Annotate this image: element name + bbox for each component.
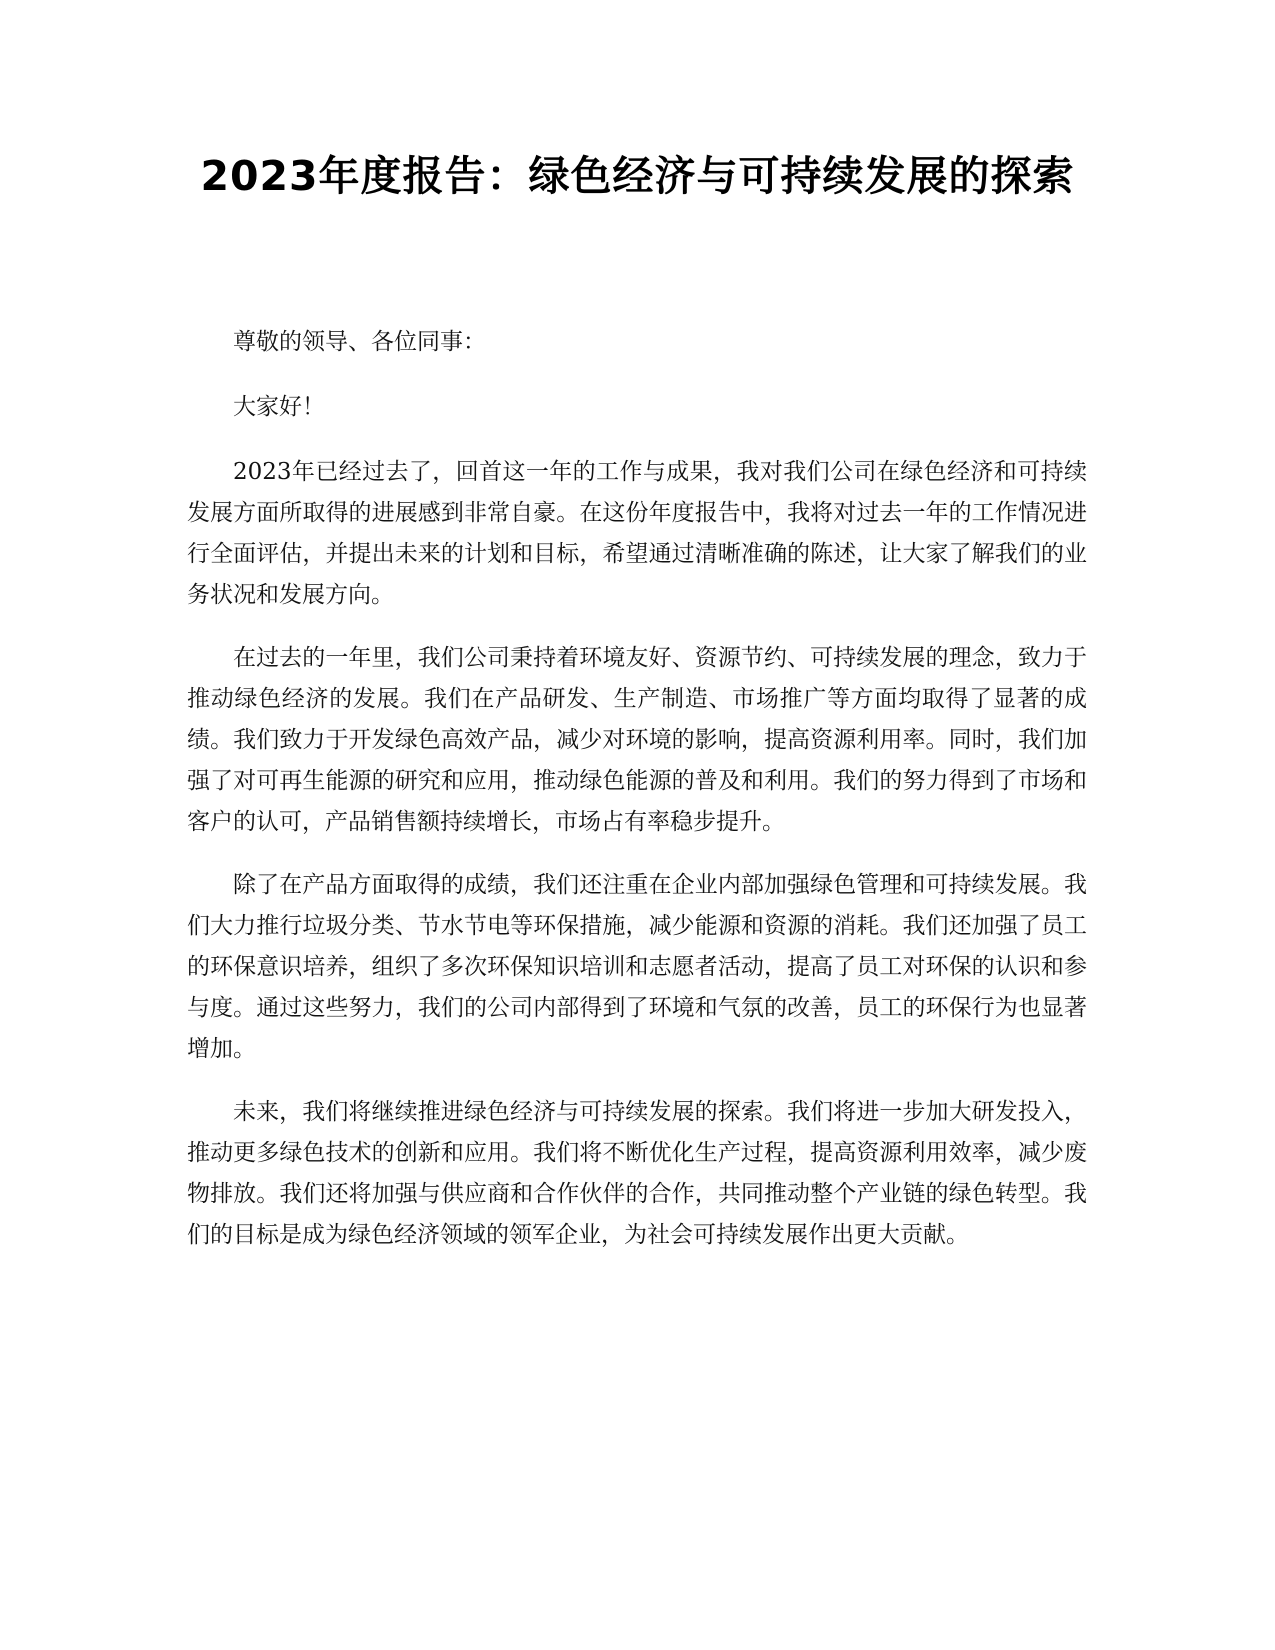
greeting: 大家好！ (233, 394, 325, 420)
salutation: 尊敬的领导、各位同事： (233, 329, 486, 355)
document-body (187, 322, 1087, 1278)
paragraph-achievements: 在过去的一年里，我们公司秉持着环境友好、资源节约、可持续发展的理念，致力于推动绿色经济的发展。我们在产品研发、生产制造、市场推广等方面均取得了显著的成绩。我们致力于开发绿色高效产品，减少对环境的影响，提高资源利用率。同时，我们加强了对可再生能源的研究和应用，推动绿色能源的普及和利用。我们的努力得到了市场和客户的认可，产品销售额持续增长，市场占有率稳步提升。 (187, 645, 1087, 835)
paragraph-internal-management: 除了在产品方面取得的成绩，我们还注重在企业内部加强绿色管理和可持续发展。我们大力推行垃圾分类、节水节电等环保措施，减少能源和资源的消耗。我们还加强了员工的环保意识培养，组织了多次环保知识培训和志愿者活动，提高了员工对环保的认识和参与度。通过这些努力，我们的公司内部得到了环境和气氛的改善，员工的环保行为也显著增加。 (187, 872, 1087, 1062)
paragraph-future-plans: 未来，我们将继续推进绿色经济与可持续发展的探索。我们将进一步加大研发投入，推动更多绿色技术的创新和应用。我们将不断优化生产过程，提高资源利用效率，减少废物排放。我们还将加强与供应商和合作伙伴的合作，共同推动整个产业链的绿色转型。我们的目标是成为绿色经济领域的领军企业，为社会可持续发展作出更大贡献。 (187, 1099, 1087, 1248)
document-title: 2023年度报告：绿色经济与可持续发展的探索 (200, 152, 1075, 200)
paragraph-intro: 2023年已经过去了，回首这一年的工作与成果，我对我们公司在绿色经济和可持续发展方面所取得的进展感到非常自豪。在这份年度报告中，我将对过去一年的工作情况进行全面评估，并提出未来的计划和目标，希望通过清晰准确的陈述，让大家了解我们的业务状况和发展方向。 (187, 459, 1087, 608)
